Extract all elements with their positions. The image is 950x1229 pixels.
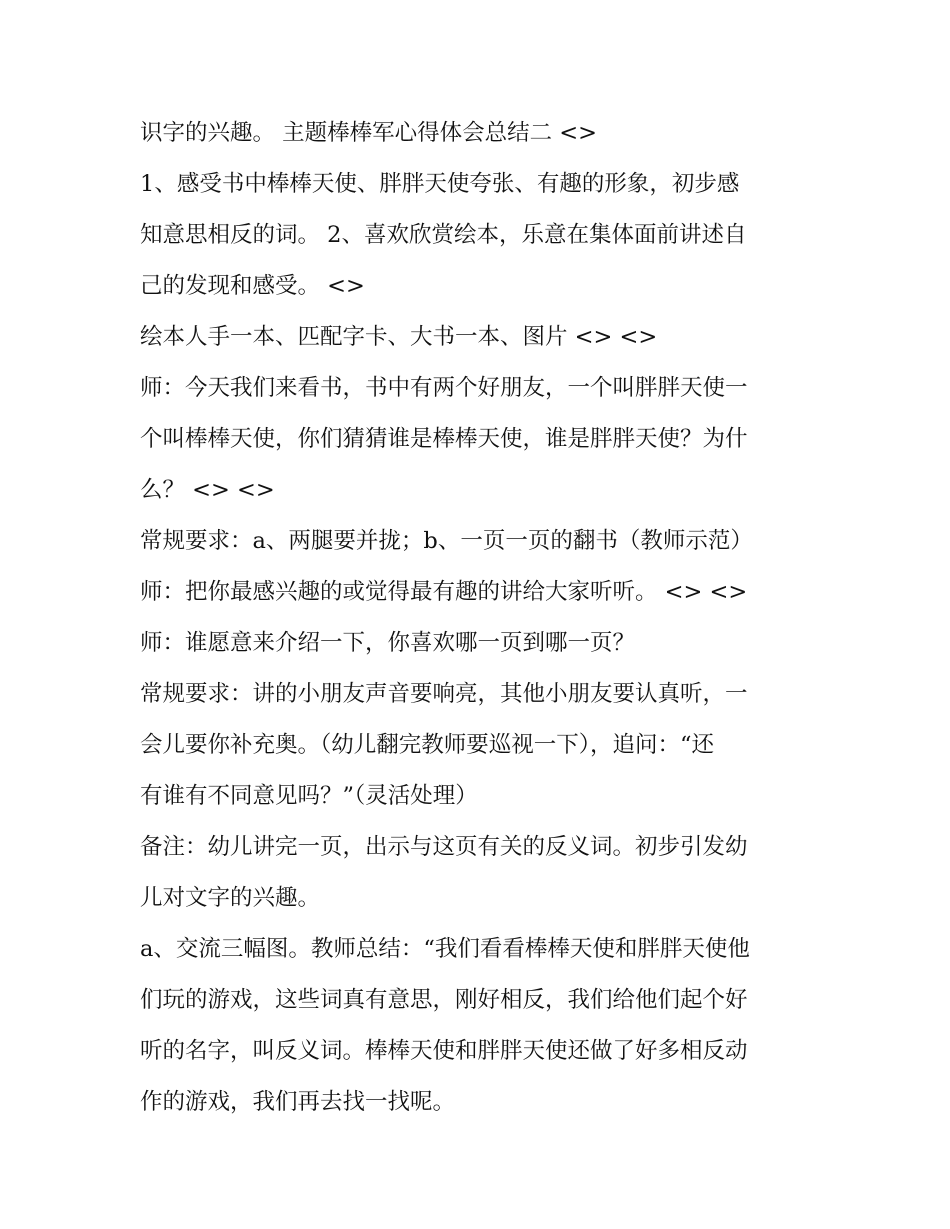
text-line: 己的发现和感受。 <> [140, 273, 365, 299]
text-line: 有谁有不同意见吗？”（灵活处理） [140, 783, 478, 809]
text-line: a、交流三幅图。教师总结：“我们看看棒棒天使和胖胖天使他 [140, 936, 750, 962]
text-line: 听的名字，叫反义词。棒棒天使和胖胖天使还做了好多相反动 [140, 1038, 748, 1064]
text-line: 知意思相反的词。 2、喜欢欣赏绘本，乐意在集体面前讲述自 [140, 222, 747, 248]
text-line: 识字的兴趣。 主题棒棒军心得体会总结二 <> [140, 120, 598, 146]
text-line: 们玩的游戏，这些词真有意思，刚好相反，我们给他们起个好 [140, 987, 748, 1013]
text-line: 作的游戏，我们再去找一找呢。 [140, 1089, 456, 1115]
text-line: 绘本人手一本、匹配字卡、大书一本、图片 <> <> [140, 324, 658, 350]
text-line: 常规要求：a、两腿要并拢；b、一页一页的翻书（教师示范） [140, 528, 753, 554]
text-line: 常规要求：讲的小朋友声音要响亮，其他小朋友要认真听，一 [140, 681, 748, 707]
text-line: 会儿要你补充奥。（幼儿翻完教师要巡视一下），追问：“还 [140, 732, 715, 758]
document-body [140, 108, 820, 1128]
text-line: 1、感受书中棒棒天使、胖胖天使夸张、有趣的形象，初步感 [140, 171, 740, 197]
text-line: 么？ <> <> [140, 477, 275, 503]
text-line: 师：今天我们来看书，书中有两个好朋友，一个叫胖胖天使一 [140, 375, 748, 401]
text-line: 备注：幼儿讲完一页，出示与这页有关的反义词。初步引发幼 [140, 834, 748, 860]
text-line: 师：谁愿意来介绍一下，你喜欢哪一页到哪一页？ [140, 630, 636, 656]
text-line: 师：把你最感兴趣的或觉得最有趣的讲给大家听听。 <> <> [140, 579, 748, 605]
text-line: 儿对文字的兴趣。 [140, 885, 321, 911]
text-line: 个叫棒棒天使，你们猜猜谁是棒棒天使，谁是胖胖天使？为什 [140, 426, 748, 452]
